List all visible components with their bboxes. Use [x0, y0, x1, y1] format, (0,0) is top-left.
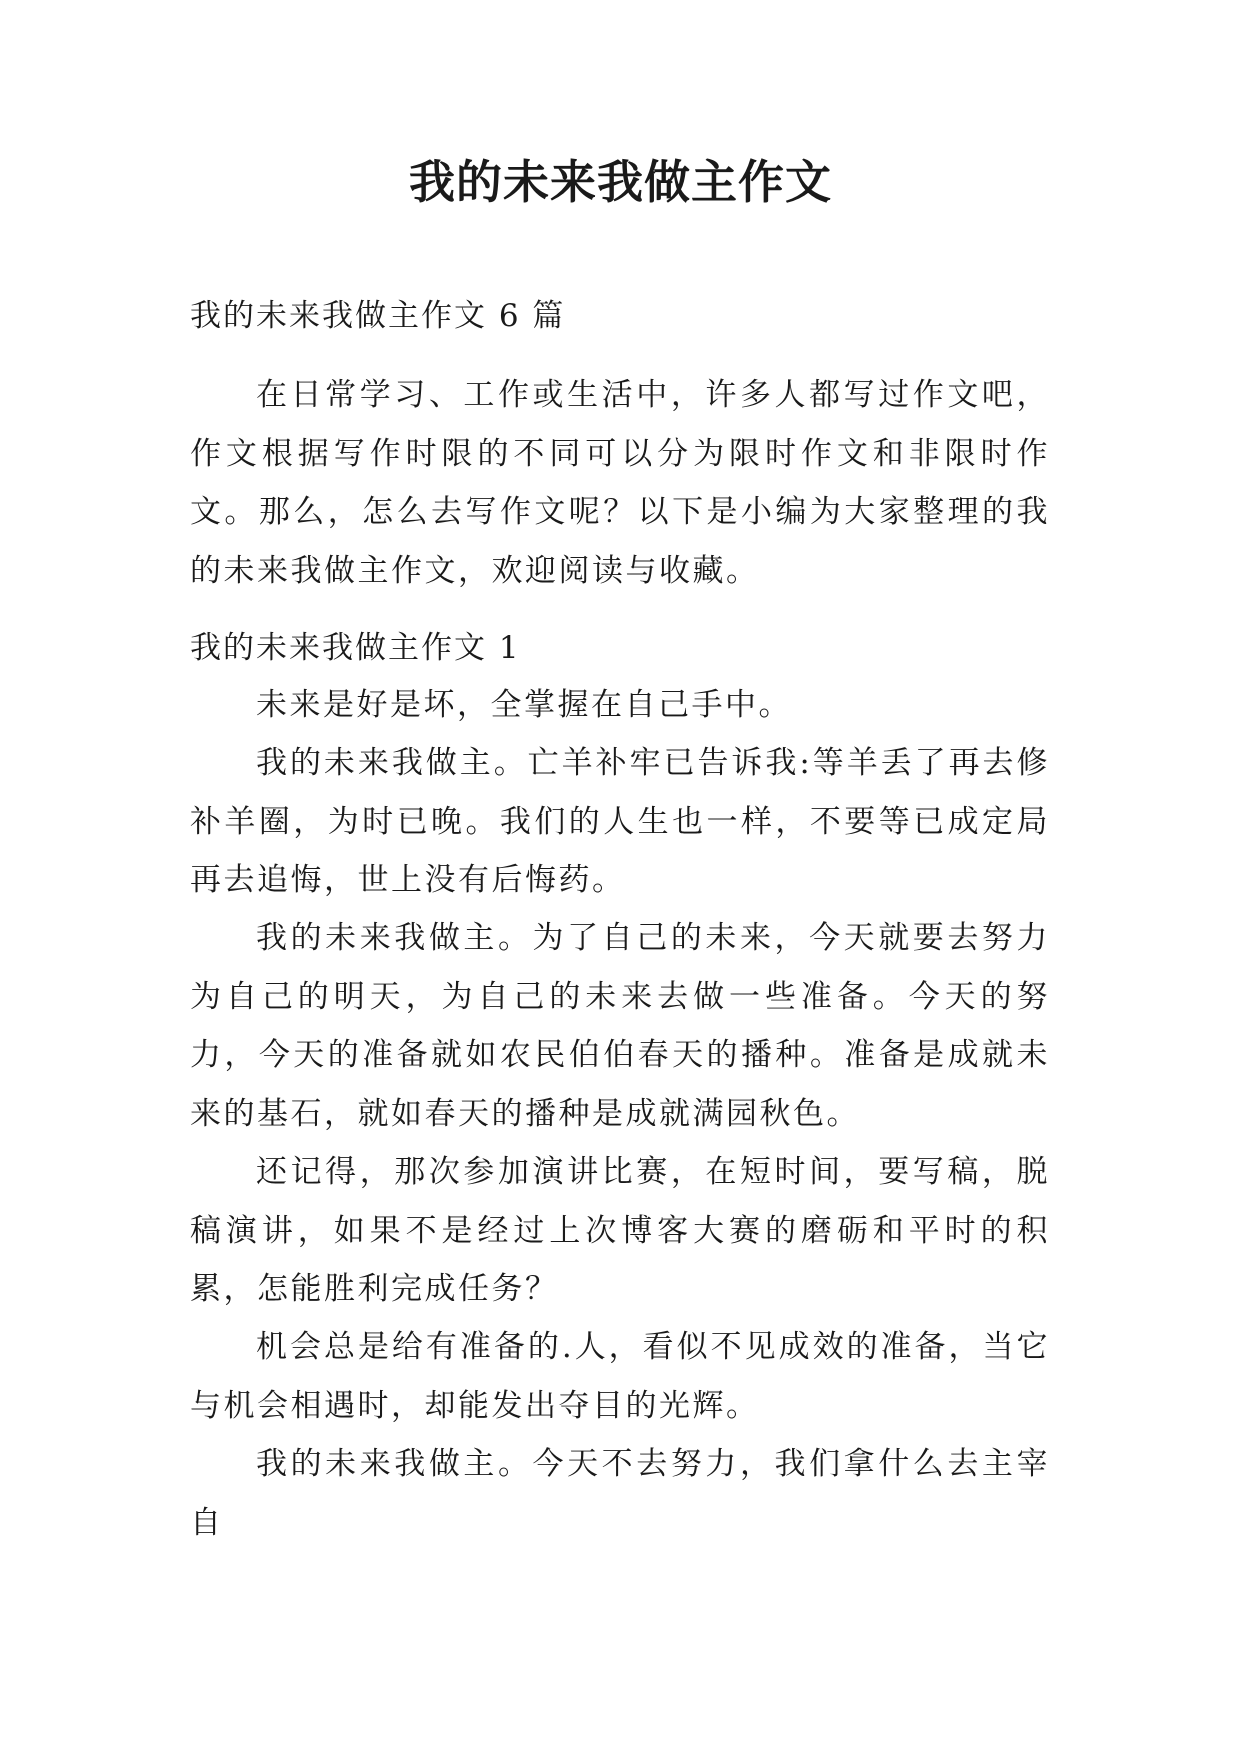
- document-title: 我的未来我做主作文: [409, 155, 832, 209]
- paragraph: 还记得，那次参加演讲比赛，在短时间，要写稿，脱稿演讲，如果不是经过上次博客大赛的磨砺和平时的积累，怎能胜利完成任务？: [190, 1154, 1050, 1307]
- paragraph: 我的未来我做主。亡羊补牢已告诉我:等羊丢了再去修补羊圈，为时已晚。我们的人生也一样，不要等已成定局再去追悔，世上没有后悔药。: [190, 745, 1050, 898]
- intro-paragraph: 在日常学习、工作或生活中，许多人都写过作文吧，作文根据写作时限的不同可以分为限时作文和非限时作文。那么，怎么去写作文呢？以下是小编为大家整理的我的未来我做主作文，欢迎阅读与收藏。: [190, 377, 1050, 589]
- paragraph: 我的未来我做主。今天不去努力，我们拿什么去主宰自: [190, 1446, 1050, 1541]
- paragraph: 未来是好是坏，全掌握在自己手中。: [256, 687, 792, 723]
- document-subtitle: 我的未来我做主作文 6 篇: [190, 298, 566, 334]
- section-heading: 我的未来我做主作文 1: [190, 630, 521, 666]
- paragraph: 我的未来我做主。为了自己的未来，今天就要去努力为自己的明天，为自己的未来去做一些准备。今天的努力，今天的准备就如农民伯伯春天的播种。准备是成就未来的基石，就如春天的播种是成就满园秋色。: [190, 920, 1050, 1132]
- paragraph: 机会总是给有准备的.人，看似不见成效的准备，当它与机会相遇时，却能发出夺目的光辉。: [190, 1329, 1050, 1424]
